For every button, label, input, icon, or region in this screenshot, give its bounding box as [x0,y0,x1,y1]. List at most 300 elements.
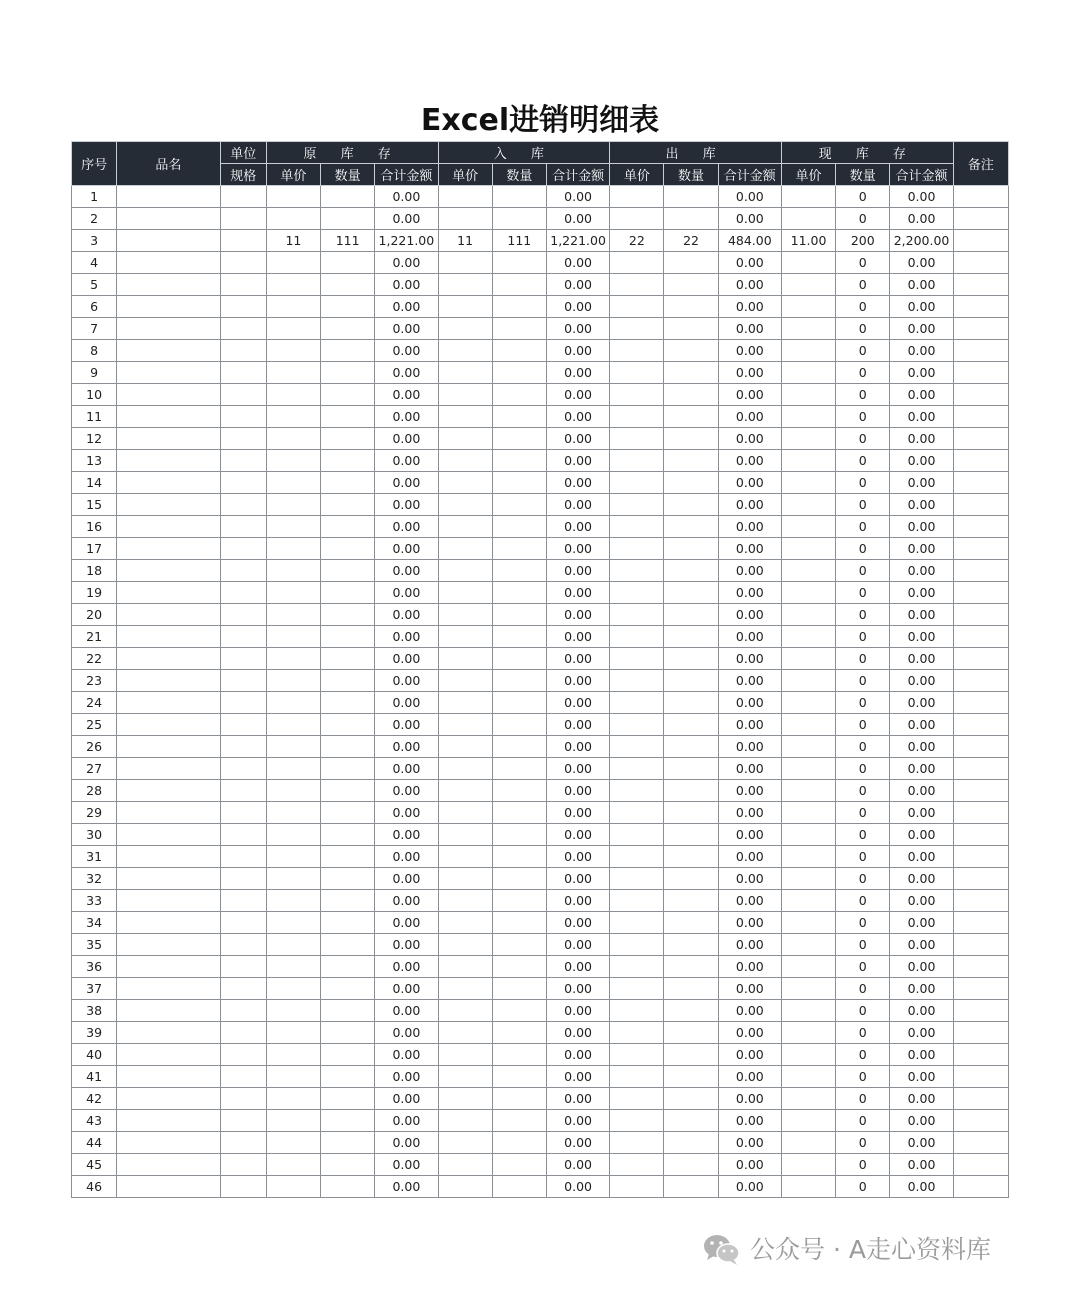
cell-open-price[interactable]: 11 [266,230,320,252]
cell-seq[interactable]: 30 [72,824,117,846]
cell-out-price[interactable] [610,538,664,560]
cell-out-qty[interactable] [664,912,718,934]
cell-unit-spec[interactable] [220,186,266,208]
cell-out-qty[interactable] [664,736,718,758]
cell-unit-spec[interactable] [220,1110,266,1132]
cell-remarks[interactable] [953,340,1008,362]
cell-remarks[interactable] [953,604,1008,626]
cell-cur-qty[interactable]: 0 [836,1110,890,1132]
cell-name[interactable] [117,1132,220,1154]
cell-in-qty[interactable] [492,604,546,626]
cell-open-amount[interactable]: 0.00 [375,868,438,890]
cell-remarks[interactable] [953,1154,1008,1176]
cell-in-amount[interactable]: 0.00 [546,472,609,494]
cell-in-price[interactable] [438,1154,492,1176]
cell-remarks[interactable] [953,538,1008,560]
cell-out-price[interactable] [610,824,664,846]
cell-out-qty[interactable] [664,538,718,560]
cell-cur-price[interactable] [781,538,835,560]
cell-cur-amount[interactable]: 0.00 [890,428,953,450]
cell-in-price[interactable] [438,978,492,1000]
cell-open-amount[interactable]: 0.00 [375,802,438,824]
cell-in-amount[interactable]: 0.00 [546,604,609,626]
cell-seq[interactable]: 19 [72,582,117,604]
cell-name[interactable] [117,890,220,912]
cell-out-amount[interactable]: 0.00 [718,714,781,736]
cell-cur-amount[interactable]: 0.00 [890,626,953,648]
cell-open-qty[interactable] [321,692,375,714]
cell-cur-qty[interactable]: 0 [836,252,890,274]
cell-out-price[interactable] [610,956,664,978]
cell-remarks[interactable] [953,362,1008,384]
cell-open-qty[interactable] [321,956,375,978]
cell-cur-amount[interactable]: 0.00 [890,1132,953,1154]
cell-unit-spec[interactable] [220,1176,266,1198]
cell-remarks[interactable] [953,1176,1008,1198]
cell-remarks[interactable] [953,626,1008,648]
cell-open-amount[interactable]: 0.00 [375,340,438,362]
cell-remarks[interactable] [953,472,1008,494]
cell-in-price[interactable] [438,1000,492,1022]
cell-unit-spec[interactable] [220,670,266,692]
cell-in-qty[interactable] [492,648,546,670]
cell-cur-price[interactable] [781,560,835,582]
cell-name[interactable] [117,208,220,230]
cell-cur-amount[interactable]: 0.00 [890,912,953,934]
cell-open-price[interactable] [266,868,320,890]
cell-out-price[interactable] [610,868,664,890]
cell-open-qty[interactable] [321,1022,375,1044]
cell-cur-amount[interactable]: 0.00 [890,494,953,516]
cell-unit-spec[interactable] [220,626,266,648]
cell-open-amount[interactable]: 0.00 [375,472,438,494]
cell-open-price[interactable] [266,802,320,824]
cell-open-price[interactable] [266,538,320,560]
cell-open-qty[interactable] [321,516,375,538]
cell-out-qty[interactable] [664,890,718,912]
cell-name[interactable] [117,912,220,934]
cell-open-amount[interactable]: 0.00 [375,186,438,208]
cell-out-price[interactable] [610,604,664,626]
cell-cur-qty[interactable]: 0 [836,208,890,230]
cell-seq[interactable]: 39 [72,1022,117,1044]
cell-cur-amount[interactable]: 0.00 [890,1044,953,1066]
cell-in-amount[interactable]: 0.00 [546,186,609,208]
cell-unit-spec[interactable] [220,868,266,890]
cell-in-price[interactable] [438,296,492,318]
cell-out-amount[interactable]: 0.00 [718,802,781,824]
cell-seq[interactable]: 28 [72,780,117,802]
cell-remarks[interactable] [953,802,1008,824]
cell-cur-price[interactable] [781,296,835,318]
cell-out-qty[interactable] [664,626,718,648]
cell-open-amount[interactable]: 0.00 [375,252,438,274]
cell-in-price[interactable] [438,670,492,692]
cell-in-qty[interactable] [492,802,546,824]
cell-cur-qty[interactable]: 0 [836,802,890,824]
cell-seq[interactable]: 25 [72,714,117,736]
cell-out-amount[interactable]: 0.00 [718,318,781,340]
cell-out-price[interactable] [610,252,664,274]
cell-unit-spec[interactable] [220,912,266,934]
cell-unit-spec[interactable] [220,1044,266,1066]
cell-cur-price[interactable] [781,340,835,362]
cell-cur-price[interactable] [781,714,835,736]
cell-seq[interactable]: 27 [72,758,117,780]
cell-in-price[interactable] [438,406,492,428]
cell-in-price[interactable] [438,560,492,582]
cell-in-qty[interactable] [492,912,546,934]
cell-open-price[interactable] [266,428,320,450]
cell-unit-spec[interactable] [220,1066,266,1088]
cell-open-qty[interactable] [321,1176,375,1198]
cell-cur-price[interactable] [781,978,835,1000]
cell-name[interactable] [117,1022,220,1044]
cell-out-amount[interactable]: 0.00 [718,604,781,626]
cell-in-qty[interactable] [492,538,546,560]
cell-out-price[interactable] [610,406,664,428]
cell-open-qty[interactable] [321,824,375,846]
cell-seq[interactable]: 32 [72,868,117,890]
cell-out-qty[interactable] [664,780,718,802]
cell-in-price[interactable] [438,252,492,274]
cell-unit-spec[interactable] [220,692,266,714]
cell-out-qty[interactable] [664,824,718,846]
cell-out-qty[interactable] [664,318,718,340]
cell-seq[interactable]: 4 [72,252,117,274]
cell-cur-amount[interactable]: 0.00 [890,956,953,978]
cell-unit-spec[interactable] [220,582,266,604]
cell-remarks[interactable] [953,582,1008,604]
cell-out-price[interactable] [610,714,664,736]
cell-out-amount[interactable]: 0.00 [718,186,781,208]
cell-seq[interactable]: 33 [72,890,117,912]
cell-unit-spec[interactable] [220,428,266,450]
cell-in-amount[interactable]: 0.00 [546,1088,609,1110]
cell-open-price[interactable] [266,384,320,406]
cell-open-qty[interactable] [321,868,375,890]
cell-unit-spec[interactable] [220,978,266,1000]
cell-open-price[interactable] [266,824,320,846]
cell-name[interactable] [117,780,220,802]
cell-cur-amount[interactable]: 0.00 [890,208,953,230]
cell-out-qty[interactable] [664,714,718,736]
cell-name[interactable] [117,1176,220,1198]
cell-out-qty[interactable]: 22 [664,230,718,252]
cell-out-amount[interactable]: 0.00 [718,1132,781,1154]
cell-seq[interactable]: 26 [72,736,117,758]
cell-open-qty[interactable] [321,890,375,912]
cell-cur-price[interactable] [781,494,835,516]
cell-cur-price[interactable] [781,934,835,956]
cell-in-price[interactable] [438,780,492,802]
cell-in-qty[interactable] [492,560,546,582]
cell-open-price[interactable] [266,692,320,714]
cell-name[interactable] [117,450,220,472]
cell-cur-amount[interactable]: 0.00 [890,450,953,472]
cell-out-price[interactable] [610,1022,664,1044]
cell-out-qty[interactable] [664,1000,718,1022]
cell-open-qty[interactable] [321,340,375,362]
cell-name[interactable] [117,538,220,560]
cell-open-qty[interactable] [321,648,375,670]
cell-cur-price[interactable] [781,692,835,714]
cell-out-amount[interactable]: 0.00 [718,824,781,846]
cell-in-price[interactable] [438,1022,492,1044]
cell-open-amount[interactable]: 0.00 [375,428,438,450]
cell-name[interactable] [117,934,220,956]
cell-cur-qty[interactable]: 0 [836,978,890,1000]
cell-out-qty[interactable] [664,516,718,538]
cell-unit-spec[interactable] [220,934,266,956]
cell-cur-amount[interactable]: 0.00 [890,296,953,318]
cell-out-qty[interactable] [664,692,718,714]
cell-open-price[interactable] [266,648,320,670]
cell-open-qty[interactable] [321,560,375,582]
cell-open-qty[interactable] [321,802,375,824]
cell-cur-amount[interactable]: 0.00 [890,670,953,692]
cell-seq[interactable]: 12 [72,428,117,450]
cell-out-amount[interactable]: 0.00 [718,626,781,648]
cell-cur-amount[interactable]: 0.00 [890,362,953,384]
cell-remarks[interactable] [953,186,1008,208]
cell-unit-spec[interactable] [220,384,266,406]
cell-open-amount[interactable]: 0.00 [375,450,438,472]
cell-remarks[interactable] [953,912,1008,934]
cell-in-price[interactable] [438,208,492,230]
cell-cur-price[interactable] [781,384,835,406]
cell-in-qty[interactable] [492,868,546,890]
cell-open-price[interactable] [266,1066,320,1088]
cell-out-amount[interactable]: 0.00 [718,274,781,296]
cell-out-qty[interactable] [664,956,718,978]
cell-open-amount[interactable]: 0.00 [375,1066,438,1088]
cell-in-qty[interactable] [492,494,546,516]
cell-cur-amount[interactable]: 0.00 [890,692,953,714]
cell-unit-spec[interactable] [220,472,266,494]
cell-out-qty[interactable] [664,670,718,692]
cell-open-price[interactable] [266,1044,320,1066]
cell-in-qty[interactable] [492,890,546,912]
cell-cur-amount[interactable]: 0.00 [890,736,953,758]
cell-cur-amount[interactable]: 0.00 [890,868,953,890]
cell-out-amount[interactable]: 0.00 [718,516,781,538]
cell-cur-amount[interactable]: 0.00 [890,406,953,428]
cell-out-price[interactable] [610,384,664,406]
cell-cur-amount[interactable]: 0.00 [890,274,953,296]
cell-cur-amount[interactable]: 0.00 [890,472,953,494]
cell-in-amount[interactable]: 0.00 [546,318,609,340]
cell-open-price[interactable] [266,1022,320,1044]
cell-seq[interactable]: 17 [72,538,117,560]
cell-cur-amount[interactable]: 0.00 [890,340,953,362]
cell-out-qty[interactable] [664,428,718,450]
cell-open-price[interactable] [266,208,320,230]
cell-open-amount[interactable]: 0.00 [375,956,438,978]
cell-open-price[interactable] [266,714,320,736]
cell-seq[interactable]: 15 [72,494,117,516]
cell-out-qty[interactable] [664,494,718,516]
cell-in-amount[interactable]: 0.00 [546,956,609,978]
cell-out-price[interactable] [610,560,664,582]
cell-cur-price[interactable] [781,846,835,868]
cell-name[interactable] [117,1044,220,1066]
cell-in-price[interactable] [438,758,492,780]
cell-open-amount[interactable]: 0.00 [375,670,438,692]
cell-open-price[interactable] [266,604,320,626]
cell-out-amount[interactable]: 0.00 [718,252,781,274]
cell-in-qty[interactable] [492,780,546,802]
cell-unit-spec[interactable] [220,252,266,274]
cell-cur-amount[interactable]: 0.00 [890,1066,953,1088]
cell-cur-price[interactable] [781,758,835,780]
cell-remarks[interactable] [953,648,1008,670]
cell-out-qty[interactable] [664,1044,718,1066]
cell-open-amount[interactable]: 0.00 [375,626,438,648]
cell-in-qty[interactable] [492,1110,546,1132]
cell-out-price[interactable] [610,494,664,516]
cell-cur-qty[interactable]: 0 [836,1022,890,1044]
cell-seq[interactable]: 38 [72,1000,117,1022]
cell-cur-price[interactable] [781,648,835,670]
cell-open-price[interactable] [266,560,320,582]
cell-cur-qty[interactable]: 0 [836,318,890,340]
cell-seq[interactable]: 24 [72,692,117,714]
cell-cur-amount[interactable]: 0.00 [890,824,953,846]
cell-in-amount[interactable]: 0.00 [546,868,609,890]
cell-remarks[interactable] [953,934,1008,956]
cell-open-amount[interactable]: 0.00 [375,274,438,296]
cell-remarks[interactable] [953,670,1008,692]
cell-open-price[interactable] [266,846,320,868]
cell-name[interactable] [117,604,220,626]
cell-unit-spec[interactable] [220,802,266,824]
cell-in-price[interactable] [438,868,492,890]
cell-remarks[interactable] [953,516,1008,538]
cell-open-qty[interactable] [321,384,375,406]
cell-out-price[interactable] [610,1176,664,1198]
cell-out-amount[interactable]: 0.00 [718,956,781,978]
cell-remarks[interactable] [953,274,1008,296]
cell-in-qty[interactable] [492,1176,546,1198]
cell-in-price[interactable] [438,1088,492,1110]
cell-open-qty[interactable] [321,758,375,780]
cell-out-amount[interactable]: 0.00 [718,538,781,560]
cell-open-qty[interactable] [321,736,375,758]
cell-out-amount[interactable]: 0.00 [718,868,781,890]
cell-open-price[interactable] [266,274,320,296]
cell-in-amount[interactable]: 0.00 [546,252,609,274]
cell-in-qty[interactable] [492,1022,546,1044]
cell-in-amount[interactable]: 0.00 [546,494,609,516]
cell-cur-qty[interactable]: 0 [836,780,890,802]
cell-open-amount[interactable]: 0.00 [375,692,438,714]
cell-in-price[interactable] [438,494,492,516]
cell-out-amount[interactable]: 0.00 [718,846,781,868]
cell-remarks[interactable] [953,494,1008,516]
cell-in-amount[interactable]: 0.00 [546,978,609,1000]
cell-out-qty[interactable] [664,340,718,362]
cell-open-price[interactable] [266,186,320,208]
cell-remarks[interactable] [953,1132,1008,1154]
cell-seq[interactable]: 46 [72,1176,117,1198]
cell-out-qty[interactable] [664,582,718,604]
cell-out-price[interactable] [610,670,664,692]
cell-out-amount[interactable]: 0.00 [718,340,781,362]
cell-in-amount[interactable]: 0.00 [546,802,609,824]
cell-cur-qty[interactable]: 0 [836,956,890,978]
cell-open-amount[interactable]: 0.00 [375,296,438,318]
cell-seq[interactable]: 7 [72,318,117,340]
cell-open-amount[interactable]: 0.00 [375,846,438,868]
cell-in-amount[interactable]: 0.00 [546,516,609,538]
cell-in-amount[interactable]: 0.00 [546,1000,609,1022]
cell-remarks[interactable] [953,208,1008,230]
cell-open-amount[interactable]: 0.00 [375,516,438,538]
cell-out-amount[interactable]: 0.00 [718,450,781,472]
cell-remarks[interactable] [953,296,1008,318]
cell-out-qty[interactable] [664,758,718,780]
cell-cur-amount[interactable]: 0.00 [890,1110,953,1132]
cell-in-price[interactable] [438,802,492,824]
cell-name[interactable] [117,340,220,362]
cell-open-amount[interactable]: 0.00 [375,736,438,758]
cell-open-qty[interactable] [321,296,375,318]
cell-name[interactable] [117,1066,220,1088]
cell-out-qty[interactable] [664,802,718,824]
cell-cur-price[interactable] [781,208,835,230]
cell-remarks[interactable] [953,1110,1008,1132]
cell-out-price[interactable] [610,692,664,714]
cell-out-price[interactable] [610,802,664,824]
cell-cur-qty[interactable]: 0 [836,692,890,714]
cell-seq[interactable]: 18 [72,560,117,582]
cell-in-amount[interactable]: 0.00 [546,626,609,648]
cell-cur-qty[interactable]: 0 [836,406,890,428]
cell-out-qty[interactable] [664,868,718,890]
cell-name[interactable] [117,494,220,516]
cell-cur-qty[interactable]: 0 [836,890,890,912]
cell-in-price[interactable] [438,626,492,648]
cell-unit-spec[interactable] [220,318,266,340]
cell-unit-spec[interactable] [220,296,266,318]
cell-remarks[interactable] [953,780,1008,802]
cell-remarks[interactable] [953,692,1008,714]
cell-in-amount[interactable]: 0.00 [546,890,609,912]
cell-in-qty[interactable] [492,934,546,956]
cell-remarks[interactable] [953,230,1008,252]
cell-open-qty[interactable] [321,670,375,692]
cell-cur-price[interactable] [781,890,835,912]
cell-out-price[interactable] [610,318,664,340]
cell-name[interactable] [117,186,220,208]
cell-cur-amount[interactable]: 0.00 [890,802,953,824]
cell-cur-amount[interactable]: 0.00 [890,384,953,406]
cell-seq[interactable]: 9 [72,362,117,384]
cell-name[interactable] [117,802,220,824]
cell-remarks[interactable] [953,736,1008,758]
cell-cur-qty[interactable]: 0 [836,362,890,384]
cell-open-price[interactable] [266,1110,320,1132]
cell-open-amount[interactable]: 1,221.00 [375,230,438,252]
cell-cur-qty[interactable]: 0 [836,670,890,692]
cell-unit-spec[interactable] [220,560,266,582]
cell-in-qty[interactable] [492,1132,546,1154]
cell-in-qty[interactable] [492,978,546,1000]
cell-open-qty[interactable] [321,494,375,516]
cell-cur-price[interactable] [781,1022,835,1044]
cell-seq[interactable]: 35 [72,934,117,956]
